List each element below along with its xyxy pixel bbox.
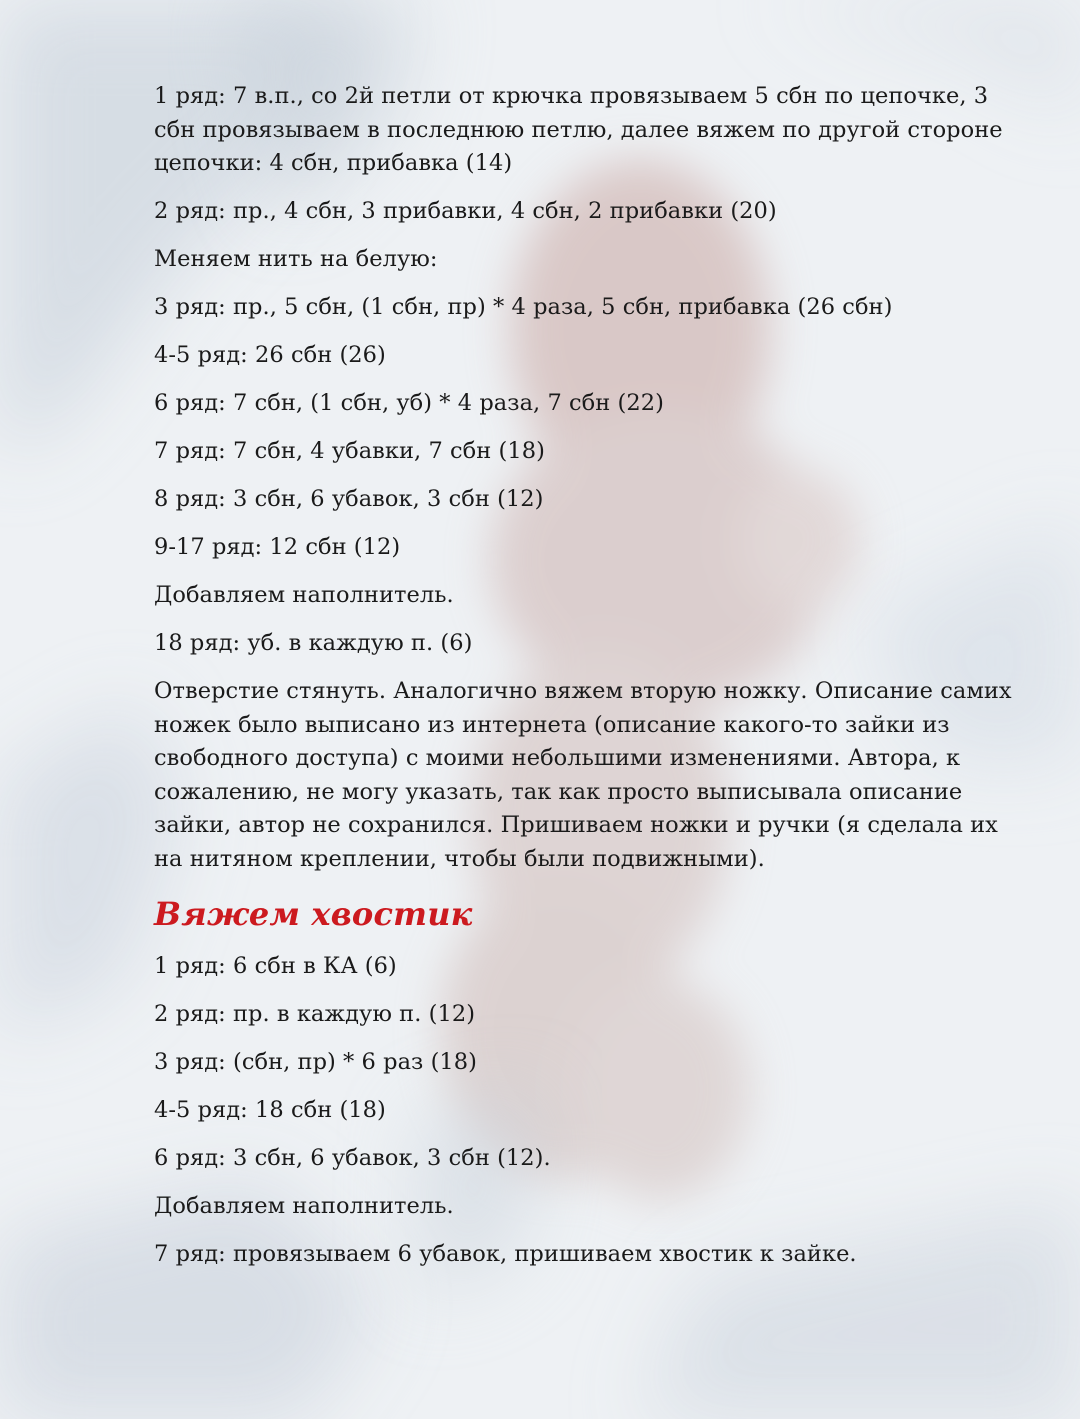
tail-row-6-text: 6 ряд: 3 сбн, 6 убавок, 3 сбн (12). (154, 1145, 551, 1171)
tail-row-3-text: 3 ряд: (сбн, пр) * 6 раз (18) (154, 1049, 477, 1075)
row-18-text: 18 ряд: уб. в каждую п. (6) (154, 630, 473, 656)
tail-add-filling-text: Добавляем наполнитель. (154, 1193, 454, 1219)
add-filling-text: Добавляем наполнитель. (154, 582, 454, 608)
tail-row-7-text: 7 ряд: провязываем 6 убавок, пришиваем хвостик к зайке. (154, 1241, 857, 1267)
row-6-text: 6 ряд: 7 сбн, (1 сбн, уб) * 4 раза, 7 сбн (22) (154, 390, 664, 416)
row-7-text: 7 ряд: 7 сбн, 4 убавки, 7 сбн (18) (154, 438, 545, 464)
row-1-text: 1 ряд: 7 в.п., со 2й петли от крючка провязываем 5 сбн по цепочке, 3 сбн провязываем в последнюю петлю, далее вяжем по другой стороне цепочки: 4 сбн, прибавка (14) (154, 83, 1003, 176)
row-4-5-text: 4-5 ряд: 26 сбн (26) (154, 342, 386, 368)
tail-section-heading: Вяжем хвостик (154, 895, 473, 933)
row-9-17-text: 9-17 ряд: 12 сбн (12) (154, 534, 401, 560)
change-thread-text: Меняем нить на белую: (154, 246, 438, 272)
legs-description-paragraph: Отверстие стянуть. Аналогично вяжем вторую ножку. Описание самих ножек было выписано из интернета (описание какого-то зайки из свободного доступа) с моими небольшими изменениями. Автора, к сожалению, не могу указать, так как просто выписывала описание зайки, автор не сохранился. Пришиваем ножки и ручки (я сделала их на нитяном креплении, чтобы были подвижными). (154, 678, 1012, 872)
row-3-text: 3 ряд: пр., 5 сбн, (1 сбн, пр) * 4 раза, 5 сбн, прибавка (26 сбн) (154, 294, 893, 320)
document-page (154, 80, 1014, 1286)
row-8-text: 8 ряд: 3 сбн, 6 убавок, 3 сбн (12) (154, 486, 544, 512)
tail-row-1-text: 1 ряд: 6 сбн в КА (6) (154, 953, 397, 979)
row-2-text: 2 ряд: пр., 4 сбн, 3 прибавки, 4 сбн, 2 прибавки (20) (154, 198, 777, 224)
tail-row-4-5-text: 4-5 ряд: 18 сбн (18) (154, 1097, 386, 1123)
tail-row-2-text: 2 ряд: пр. в каждую п. (12) (154, 1001, 476, 1027)
